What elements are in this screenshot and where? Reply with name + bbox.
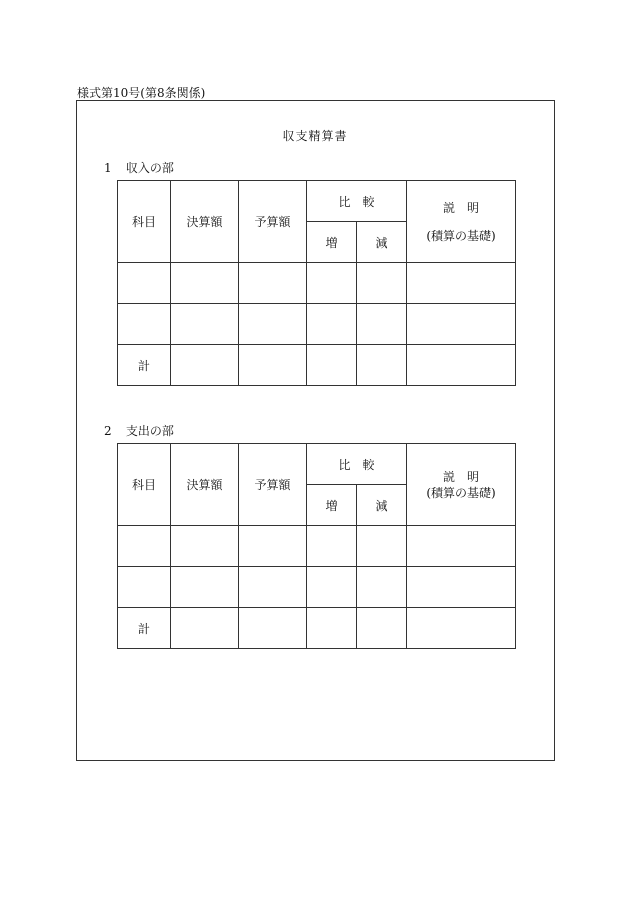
cell-explanation[interactable]: [407, 304, 516, 345]
cell-settlement[interactable]: [171, 567, 239, 608]
form-number-label: 様式第10号(第8条関係): [77, 86, 206, 100]
expenditure-table: [117, 443, 516, 649]
cell-increase[interactable]: [307, 263, 357, 304]
cell-explanation[interactable]: [407, 345, 516, 386]
header-explanation: [407, 444, 516, 526]
cell-decrease[interactable]: [357, 608, 407, 649]
header-comparison: 比 較: [307, 444, 407, 485]
cell-decrease[interactable]: [357, 526, 407, 567]
income-table-wrap: [117, 180, 515, 386]
table-row: [118, 526, 516, 567]
table-row: [118, 567, 516, 608]
cell-explanation[interactable]: [407, 608, 516, 649]
expenditure-table-wrap: [117, 443, 515, 649]
income-table: [117, 180, 516, 386]
cell-settlement[interactable]: [171, 345, 239, 386]
cell-subject[interactable]: [118, 263, 171, 304]
cell-increase[interactable]: [307, 304, 357, 345]
cell-explanation[interactable]: [407, 526, 516, 567]
cell-decrease[interactable]: [357, 345, 407, 386]
cell-subject[interactable]: [118, 304, 171, 345]
cell-decrease[interactable]: [357, 263, 407, 304]
table-row-total: [118, 608, 516, 649]
cell-decrease[interactable]: [357, 304, 407, 345]
header-explanation-sub: (積算の基礎): [426, 228, 496, 243]
cell-total-label: 計: [118, 608, 171, 649]
header-explanation: [407, 181, 516, 263]
header-budget: 予算額: [239, 181, 307, 263]
section-heading-income: [104, 159, 174, 176]
cell-explanation[interactable]: [407, 567, 516, 608]
header-settlement: 決算額: [171, 444, 239, 526]
header-decrease: 減: [357, 485, 407, 526]
section-heading-expenditure: [104, 422, 174, 439]
cell-settlement[interactable]: [171, 304, 239, 345]
header-subject: 科目: [118, 444, 171, 526]
cell-settlement[interactable]: [171, 608, 239, 649]
cell-budget[interactable]: [239, 608, 307, 649]
cell-increase[interactable]: [307, 608, 357, 649]
cell-increase[interactable]: [307, 526, 357, 567]
header-settlement: 決算額: [171, 181, 239, 263]
cell-total-label: 計: [118, 345, 171, 386]
header-increase: 増: [307, 222, 357, 263]
header-explanation-title: 説 明: [443, 200, 480, 215]
header-explanation-title: 説 明: [443, 469, 480, 484]
table-row: [118, 263, 516, 304]
section-title: 収入の部: [125, 161, 174, 175]
section-number: 2: [104, 424, 112, 438]
table-row-total: [118, 345, 516, 386]
header-budget: 予算額: [239, 444, 307, 526]
header-comparison: 比 較: [307, 181, 407, 222]
cell-subject[interactable]: [118, 567, 171, 608]
table-row: [118, 304, 516, 345]
cell-explanation[interactable]: [407, 263, 516, 304]
section-title: 支出の部: [125, 424, 174, 438]
cell-budget[interactable]: [239, 345, 307, 386]
header-explanation-sub: (積算の基礎): [426, 485, 496, 500]
cell-increase[interactable]: [307, 345, 357, 386]
document-title: 収支精算書: [282, 129, 348, 143]
cell-budget[interactable]: [239, 304, 307, 345]
header-increase: 増: [307, 485, 357, 526]
header-subject: 科目: [118, 181, 171, 263]
cell-budget[interactable]: [239, 567, 307, 608]
cell-budget[interactable]: [239, 526, 307, 567]
cell-decrease[interactable]: [357, 567, 407, 608]
cell-budget[interactable]: [239, 263, 307, 304]
cell-settlement[interactable]: [171, 263, 239, 304]
header-decrease: 減: [357, 222, 407, 263]
cell-increase[interactable]: [307, 567, 357, 608]
section-number: 1: [104, 161, 112, 175]
cell-settlement[interactable]: [171, 526, 239, 567]
cell-subject[interactable]: [118, 526, 171, 567]
